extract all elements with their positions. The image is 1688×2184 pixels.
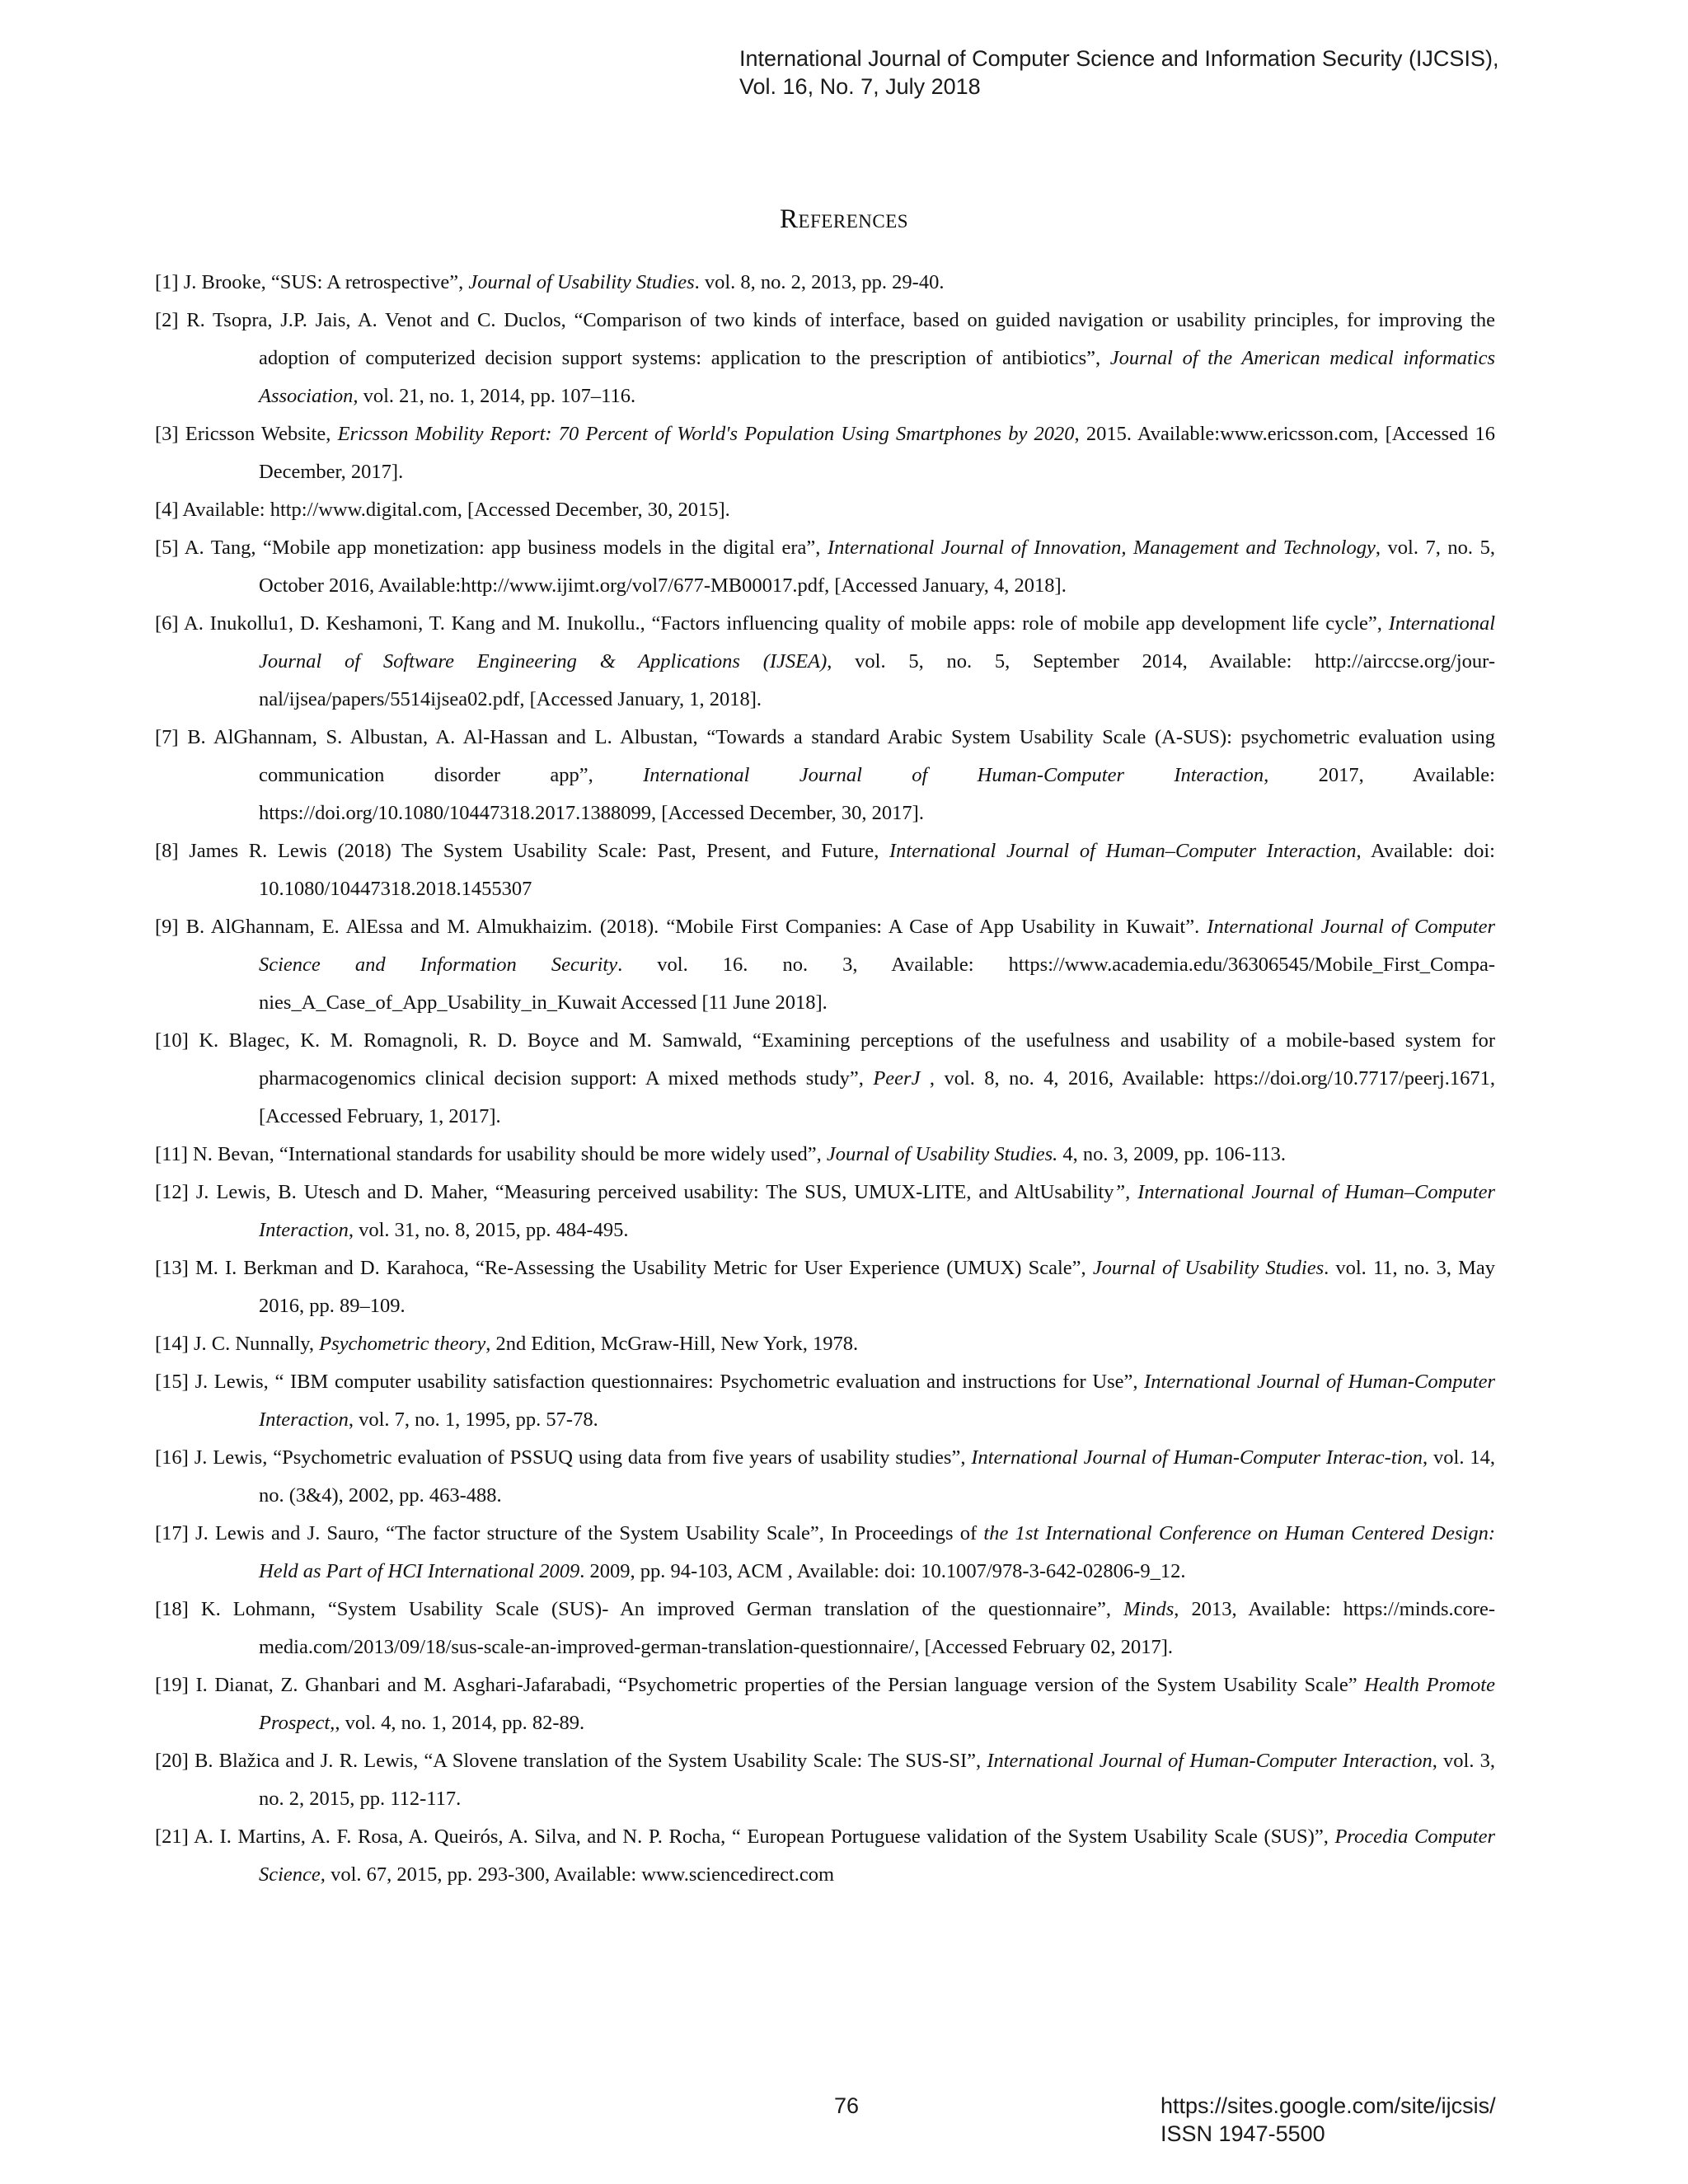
reference-entry [155, 1666, 1495, 1742]
reference-text: [14] J. C. Nunnally, [155, 1333, 320, 1355]
reference-source-title: Psychometric theory [319, 1333, 486, 1355]
reference-text: . vol. 11, no. 3, May 2016, pp. 89–109. [259, 1257, 1495, 1317]
reference-text: [13] M. I. Berkman and D. Karahoca, “Re-Assessing the Usability Metric for User Experience (UMUX) Scale”, [155, 1257, 1093, 1279]
reference-source-title: Ericsson Mobility Report: 70 Percent of World's Population Using Smartphones by 2020 [337, 423, 1075, 445]
reference-entry [155, 719, 1495, 832]
reference-source-title: International Journal of Computer Science and Information Security [259, 916, 1495, 976]
reference-text: [4] Available: http://www.digital.com, [Accessed December, 30, 2015]. [155, 499, 730, 521]
reference-entry [155, 1022, 1495, 1136]
reference-source-title: International Journal of Human-Computer Interac-tion [971, 1446, 1423, 1469]
reference-text: [7] B. AlGhannam, S. Albustan, A. Al-Hassan and L. Albustan, “Towards a standard Arabic System Usability Scale (A-SUS): psychometric evaluation using communication disorder app”, [155, 726, 1495, 786]
section-title: References [779, 204, 909, 234]
journal-name: International Journal of Computer Science and Information Security (IJCSIS), [739, 46, 1499, 71]
reference-source-title: International Journal of Human-Computer Interaction [987, 1750, 1432, 1772]
reference-entry [155, 1515, 1495, 1591]
reference-entry [155, 302, 1495, 415]
reference-text: [19] I. Dianat, Z. Ghanbari and M. Asghari-Jafarabadi, “Psychometric properties of the Persian language version of the System Usability Scale” [155, 1674, 1365, 1696]
reference-text: 4, no. 3, 2009, pp. 106-113. [1057, 1143, 1286, 1165]
footer-info [1160, 2092, 1496, 2148]
reference-source-title: Journal of Usability Studies. [826, 1143, 1058, 1165]
reference-entry [155, 605, 1495, 719]
reference-text: [1] J. Brooke, “SUS: A retrospective”, [155, 271, 469, 293]
reference-text: [6] A. Inukollu1, D. Keshamoni, T. Kang and M. Inukollu., “Factors influencing quality of mobile apps: role of mobile app development life cycle”, [155, 612, 1389, 635]
reference-text: , vol. 8, no. 4, 2016, Available: https://doi.org/10.7717/peerj.1671, [Accessed February, 1, 2017]. [259, 1067, 1495, 1127]
reference-text: [15] J. Lewis, “ IBM computer usability satisfaction questionnaires: Psychometric evaluation and instructions for Use”, [155, 1371, 1145, 1393]
reference-source-title: Minds [1123, 1598, 1175, 1620]
reference-source-title: International Journal of Software Engineering & Applications (IJSEA) [259, 612, 1495, 673]
reference-text: . vol. 8, no. 2, 2013, pp. 29-40. [694, 271, 945, 293]
reference-entry [155, 529, 1495, 605]
reference-text: , vol. 5, no. 5, September 2014, Available: http://airccse.org/jour-nal/ijsea/papers/5514ijsea02.pdf, [Accessed January, 1, 2018]. [259, 650, 1496, 710]
reference-text: 2017, Available: https://doi.org/10.1080/10447318.2017.1388099, [Accessed December, 30, 2017]. [259, 764, 1495, 824]
reference-source-title: Procedia Computer Science, [259, 1825, 1496, 1886]
reference-text: , Available: doi: 10.1080/10447318.2018.1455307 [259, 840, 1495, 900]
reference-text: . 2009, pp. 94-103, ACM , Available: doi: 10.1007/978-3-642-02806-9_12. [579, 1560, 1186, 1582]
reference-text: [12] J. Lewis, B. Utesch and D. Maher, “Measuring perceived usability: The SUS, UMUX-LITE, and AltUsability [155, 1181, 1114, 1203]
reference-entry [155, 1742, 1495, 1818]
reference-source-title: Journal of Usability Studies [1092, 1257, 1325, 1279]
reference-text: [3] Ericsson Website, [155, 423, 338, 445]
reference-text: [16] J. Lewis, “Psychometric evaluation of PSSUQ using data from five years of usability studies”, [155, 1446, 972, 1469]
reference-text: , vol. 7, no. 1, 1995, pp. 57-78. [348, 1408, 598, 1431]
reference-text: [18] K. Lohmann, “System Usability Scale (SUS)- An improved German translation of the questionnaire”, [155, 1598, 1124, 1620]
reference-source-title: International Journal of Human-Computer Interaction, [643, 764, 1269, 786]
reference-text: vol. 31, no. 8, 2015, pp. 484-495. [354, 1219, 629, 1241]
reference-entry [155, 264, 1495, 302]
reference-source-title: ”, International Journal of Human–Computer Interaction, [259, 1181, 1495, 1241]
footer-url: https://sites.google.com/site/ijcsis/ [1160, 2093, 1496, 2118]
reference-text: [10] K. Blagec, K. M. Romagnoli, R. D. Boyce and M. Samwald, “Examining perceptions of the usefulness and usability of a mobile-based system for pharmacogenomics clinical decision support: A mixed methods study”, [155, 1029, 1495, 1090]
reference-text: [17] J. Lewis and J. Sauro, “The factor structure of the System Usability Scale”, In Proceedings of [155, 1522, 984, 1544]
footer-issn: ISSN 1947-5500 [1160, 2121, 1325, 2146]
reference-text: [8] James R. Lewis (2018) The System Usability Scale: Past, Present, and Future, [155, 840, 890, 862]
reference-text: , vol. 4, no. 1, 2014, pp. 82-89. [335, 1712, 585, 1734]
reference-entry [155, 1249, 1495, 1325]
reference-entry [155, 1174, 1495, 1249]
reference-list [155, 264, 1495, 1894]
reference-entry [155, 1363, 1495, 1439]
reference-text: , 2nd Edition, McGraw-Hill, New York, 1978. [485, 1333, 859, 1355]
journal-volume: Vol. 16, No. 7, July 2018 [739, 74, 981, 99]
reference-source-title: PeerJ [873, 1067, 921, 1090]
reference-source-title: Health Promote Prospect, [259, 1674, 1495, 1734]
reference-entry [155, 908, 1495, 1022]
reference-text: . vol. 16. no. 3, Available: https://www.academia.edu/36306545/Mobile_First_Compa-nies_A_Case_of_App_Usability_in_Kuwait Accessed [11 June 2018]. [259, 954, 1495, 1014]
reference-entry [155, 415, 1495, 491]
reference-entry [155, 832, 1495, 908]
reference-source-title: International Journal of Innovation, Management and Technology [827, 537, 1376, 559]
reference-entry [155, 1325, 1495, 1363]
reference-text: vol. 21, no. 1, 2014, pp. 107–116. [358, 385, 636, 407]
reference-text: [21] A. I. Martins, A. F. Rosa, A. Queirós, A. Silva, and N. P. Rocha, “ European Portuguese validation of the System Usability Scale (SUS)”, [155, 1825, 1335, 1848]
reference-entry [155, 1591, 1495, 1666]
reference-text: [20] B. Blažica and J. R. Lewis, “A Slovene translation of the System Usability Scale: The SUS-SI”, [155, 1750, 987, 1772]
reference-text: , 2013, Available: https://minds.core-media.com/2013/09/18/sus-scale-an-improved-german-translation-questionnaire/, [Accessed February 02, 2017]. [259, 1598, 1495, 1658]
reference-text: , 2015. Available:www.ericsson.com, [Accessed 16 December, 2017]. [259, 423, 1495, 483]
running-header [739, 45, 1498, 101]
reference-source-title: International Journal of Human–Computer Interaction [889, 840, 1357, 862]
reference-text: , vol. 7, no. 5, October 2016, Available:http://www.ijimt.org/vol7/677-MB00017.pdf, [Accessed January, 4, 2018]. [259, 537, 1495, 597]
reference-text: , vol. 14, no. (3&4), 2002, pp. 463-488. [259, 1446, 1495, 1507]
reference-text: [11] N. Bevan, “International standards for usability should be more widely used”, [155, 1143, 827, 1165]
reference-entry [155, 1818, 1495, 1894]
reference-source-title: Journal of the American medical informatics Association, [259, 347, 1495, 407]
reference-source-title: International Journal of Human-Computer Interaction [259, 1371, 1495, 1431]
reference-entry [155, 1136, 1495, 1174]
reference-text: vol. 67, 2015, pp. 293-300, Available: www.sciencedirect.com [325, 1863, 835, 1886]
reference-entry [155, 1439, 1495, 1515]
reference-text: [9] B. AlGhannam, E. AlEssa and M. Almukhaizim. (2018). “Mobile First Companies: A Case of App Usability in Kuwait”. [155, 916, 1207, 938]
reference-source-title: Journal of Usability Studies [468, 271, 695, 293]
reference-entry [155, 491, 1495, 529]
reference-text: [5] A. Tang, “Mobile app monetization: app business models in the digital era”, [155, 537, 828, 559]
reference-source-title: the 1st International Conference on Human Centered Design: Held as Part of HCI International 2009 [259, 1522, 1495, 1582]
reference-text: , vol. 3, no. 2, 2015, pp. 112-117. [259, 1750, 1495, 1810]
reference-text: [2] R. Tsopra, J.P. Jais, A. Venot and C. Duclos, “Comparison of two kinds of interface, based on guided navigation or usability principles, for improving the adoption of computerized decision support systems: application to the prescription of antibiotics”, [155, 309, 1495, 369]
page-number: 76 [834, 2093, 860, 2118]
